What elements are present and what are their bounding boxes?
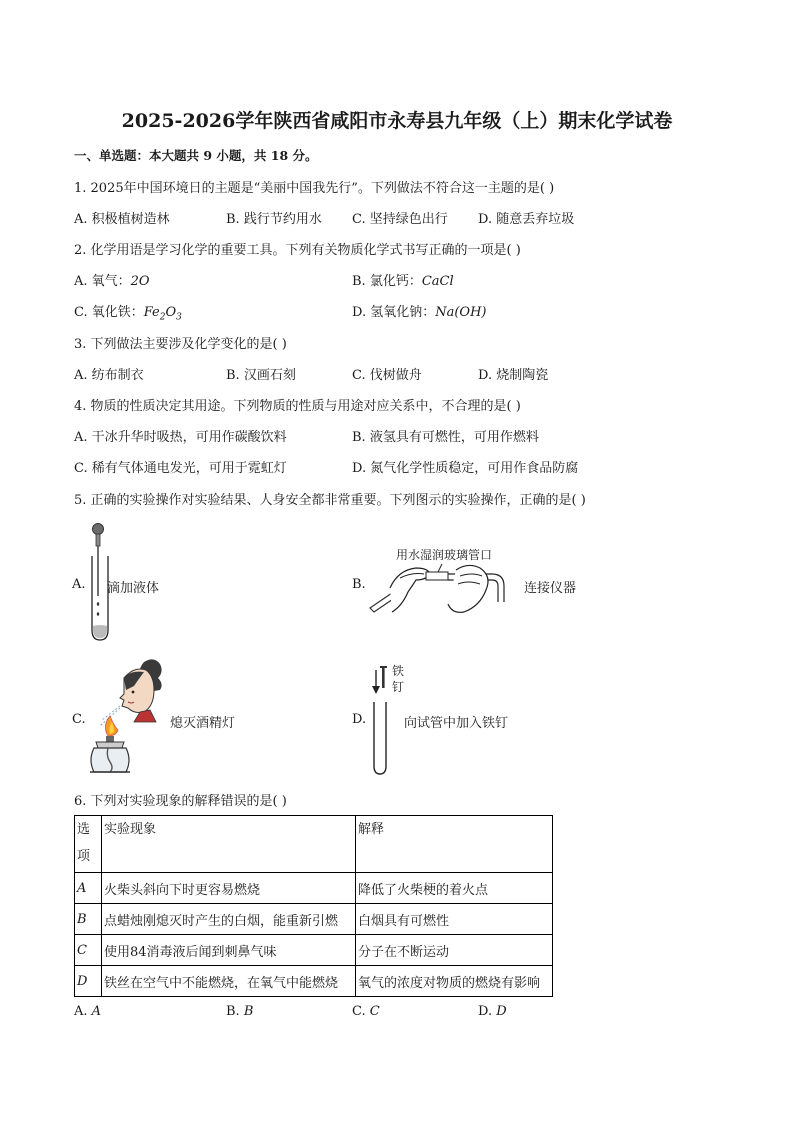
q6-option-c-label: C. bbox=[352, 1004, 370, 1019]
q5-option-d-note-nail: 钉 bbox=[392, 680, 405, 694]
q6-option-d-value: D bbox=[496, 1004, 507, 1019]
q6-option-a[interactable] bbox=[74, 1004, 101, 1019]
q2-option-a[interactable] bbox=[74, 270, 150, 289]
section-heading: 一、单选题：本大题共 9 小题，共 18 分。 bbox=[74, 148, 318, 163]
q6-option-b-label: B. bbox=[226, 1004, 244, 1019]
q5-option-d-letter[interactable]: D. bbox=[352, 712, 367, 727]
q4-option-c[interactable]: C. 稀有气体通电发光，可用于霓虹灯 bbox=[74, 461, 287, 476]
table-row bbox=[75, 966, 553, 997]
q3-option-c[interactable]: C. 伐树做舟 bbox=[352, 368, 422, 383]
q6-option-d[interactable] bbox=[478, 1004, 507, 1019]
question-6-stem: 6. 下列对实验现象的解释错误的是( ) bbox=[74, 794, 287, 809]
connect-glass-tube-figure bbox=[368, 562, 524, 618]
row-phenomenon: 使用84消毒液后闻到刺鼻气味 bbox=[102, 935, 356, 966]
q2-option-b-label: B. 氯化钙： bbox=[352, 274, 422, 289]
q1-option-c[interactable]: C. 坚持绿色出行 bbox=[352, 212, 448, 227]
table-header-row bbox=[75, 816, 553, 873]
question-2-stem: 2. 化学用语是学习化学的重要工具。下列有关物质化学式书写正确的一项是( ) bbox=[74, 243, 521, 258]
q3-option-a[interactable]: A. 纺布制衣 bbox=[74, 368, 144, 383]
q2-option-c-label: C. 氧化铁： bbox=[74, 305, 144, 320]
q6-option-a-label: A. bbox=[74, 1004, 92, 1019]
question-1-stem: 1. 2025年中国环境日的主题是“美丽中国我先行”。下列做法不符合这一主题的是( ) bbox=[74, 181, 555, 196]
q1-option-a[interactable]: A. 积极植树造林 bbox=[74, 212, 170, 227]
q5-option-a-letter[interactable]: A. bbox=[72, 577, 86, 592]
row-option: B bbox=[75, 904, 102, 935]
q4-option-d[interactable]: D. 氮气化学性质稳定，可用作食品防腐 bbox=[352, 461, 579, 476]
q2-option-a-label: A. 氧气： bbox=[74, 274, 131, 289]
row-explanation: 降低了火柴梗的着火点 bbox=[356, 873, 553, 904]
blow-out-alcohol-lamp-figure bbox=[88, 656, 174, 778]
q3-option-d[interactable]: D. 烧制陶瓷 bbox=[478, 368, 549, 383]
header-option-line2: 项 bbox=[77, 849, 91, 864]
q2-option-d-label: D. 氢氧化钠： bbox=[352, 305, 436, 320]
question-3-stem: 3. 下列做法主要涉及化学变化的是( ) bbox=[74, 337, 287, 352]
q2-option-c-formula-o: O bbox=[165, 305, 177, 320]
q2-option-c[interactable] bbox=[74, 301, 182, 323]
q2-option-d-formula: Na(OH) bbox=[435, 305, 487, 320]
header-option-cell bbox=[75, 816, 102, 873]
q2-option-c-sub-3: 3 bbox=[176, 312, 182, 323]
question-4-stem: 4. 物质的性质决定其用途。下列物质的性质与用途对应关系中，不合理的是( ) bbox=[74, 399, 521, 414]
row-phenomenon: 点蜡烛刚熄灭时产生的白烟，能重新引燃 bbox=[102, 904, 356, 935]
header-option-line1: 选 bbox=[77, 822, 91, 837]
q5-option-d-caption: 向试管中加入铁钉 bbox=[404, 716, 509, 731]
q2-option-a-formula: 2O bbox=[130, 274, 150, 289]
exam-title: 2025-2026学年陕西省咸阳市永寿县九年级（上）期末化学试卷 bbox=[121, 110, 673, 132]
q5-option-d-note-iron: 铁 bbox=[392, 664, 405, 678]
table-row bbox=[75, 904, 553, 935]
row-explanation: 白烟具有可燃性 bbox=[356, 904, 553, 935]
row-option: D bbox=[75, 966, 102, 997]
q5-option-c-letter[interactable]: C. bbox=[72, 712, 86, 727]
q5-option-b-letter[interactable]: B. bbox=[352, 577, 366, 592]
q2-option-c-sub-2: 2 bbox=[159, 312, 166, 323]
q5-option-a-caption: 滴加液体 bbox=[107, 581, 160, 596]
q6-option-c[interactable] bbox=[352, 1004, 380, 1019]
q2-option-b[interactable] bbox=[352, 270, 454, 289]
table-row bbox=[75, 935, 553, 966]
q6-option-c-value: C bbox=[369, 1004, 380, 1019]
q4-option-a[interactable]: A. 干冰升华时吸热，可用作碳酸饮料 bbox=[74, 430, 287, 445]
q4-option-b[interactable]: B. 液氢具有可燃性，可用作燃料 bbox=[352, 430, 539, 445]
q6-option-a-value: A bbox=[91, 1004, 102, 1019]
q1-option-b[interactable]: B. 践行节约用水 bbox=[226, 212, 322, 227]
row-phenomenon: 火柴头斜向下时更容易燃烧 bbox=[102, 873, 356, 904]
q6-option-b[interactable] bbox=[226, 1004, 253, 1019]
row-explanation: 氧气的浓度对物质的燃烧有影响 bbox=[356, 966, 553, 997]
header-explanation: 解释 bbox=[356, 816, 553, 873]
q2-option-b-formula: CaCl bbox=[421, 274, 454, 289]
table-row bbox=[75, 873, 553, 904]
q2-option-d[interactable] bbox=[352, 301, 487, 320]
row-phenomenon: 铁丝在空气中不能燃烧，在氧气中能燃烧 bbox=[102, 966, 356, 997]
q5-option-b-note: 用水湿润玻璃管口 bbox=[396, 548, 493, 562]
row-option: A bbox=[75, 873, 102, 904]
row-explanation: 分子在不断运动 bbox=[356, 935, 553, 966]
q6-table bbox=[74, 815, 553, 997]
q5-option-c-caption: 熄灭酒精灯 bbox=[170, 716, 236, 731]
header-phenomenon: 实验现象 bbox=[102, 816, 356, 873]
q3-option-b[interactable]: B. 汉画石刻 bbox=[226, 368, 296, 383]
q1-option-d[interactable]: D. 随意丢弃垃圾 bbox=[478, 212, 575, 227]
q5-option-b-caption: 连接仪器 bbox=[524, 581, 577, 596]
q6-option-b-value: B bbox=[243, 1004, 254, 1019]
question-5-stem: 5. 正确的实验操作对实验结果、人身安全都非常重要。下列图示的实验操作，正确的是( ) bbox=[74, 493, 586, 508]
nail-into-test-tube-figure bbox=[368, 664, 392, 778]
row-option: C bbox=[75, 935, 102, 966]
q6-option-d-label: D. bbox=[478, 1004, 497, 1019]
q2-option-c-formula-fe: Fe bbox=[143, 305, 160, 320]
